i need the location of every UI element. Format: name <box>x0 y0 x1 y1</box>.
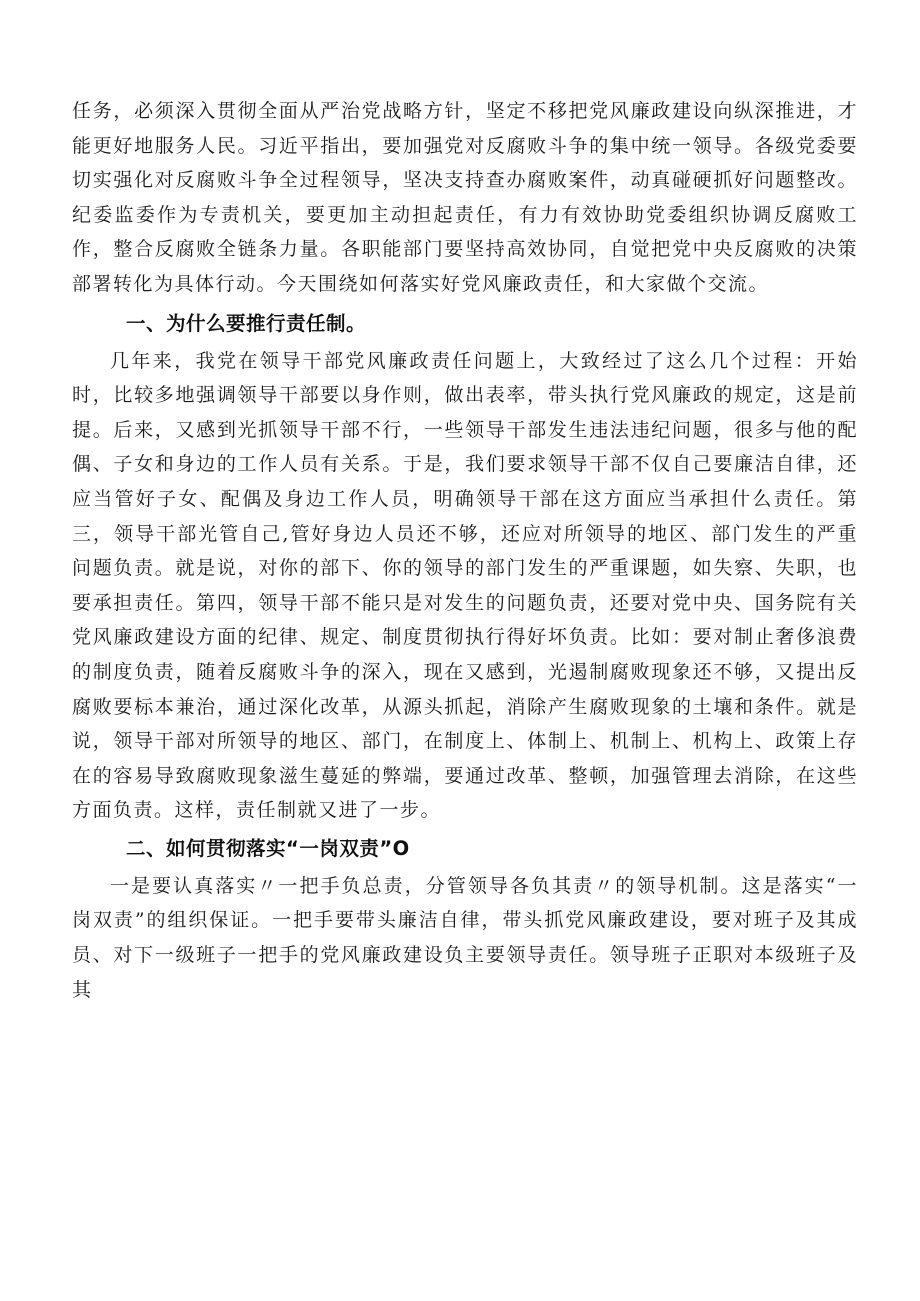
paragraph-intro: 任务，必须深入贯彻全面从严治党战略方针，坚定不移把党风廉政建设向纵深推进，才能更好地服务人民。习近平指出，要加强党对反腐败斗争的集中统一领导。各级党委要切实强化对反腐败斗争全过程领导，坚决支持查办腐败案件，动真碰硬抓好问题整改。纪委监委作为专责机关，要更加主动担起责任，有力有效协助党委组织协调反腐败工作，整合反腐败全链条力量。各职能部门要坚持高效协同，自觉把党中央反腐败的决策部署转化为具体行动。今天围绕如何落实好党风廉政责任，和大家做个交流。 <box>72 100 858 295</box>
section-heading-1: 一、为什么要推行责任制。 <box>126 311 367 335</box>
paragraph-section-2: 一是要认真落实〃一把手负总责，分管领导各负其责〃的领导机制。这是落实“一岗双责”的组织保证。一把手要带头廉洁自律，带头抓党风廉政建设，要对班子及其成员、对下一级班子一把手的党风廉政建设负主要领导责任。领导班子正职对本级班子及其 <box>72 874 858 1001</box>
paragraph-section-1: 几年来，我党在领导干部党风廉政责任问题上，大致经过了这么几个过程：开始时，比较多地强调领导干部要以身作则，做出表率，带头执行党风廉政的规定，这是前提。后来，又感到光抓领导干部不行，一些领导干部发生违法违纪问题，很多与他的配偶、子女和身边的工作人员有关系。于是，我们要求领导干部不仅自己要廉洁自律，还应当管好子女、配偶及身边工作人员，明确领导干部在这方面应当承担什么责任。第三，领导干部光管自己,管好身边人员还不够，还应对所领导的地区、部门发生的严重问题负责。就是说，对你的部下、你的领导的部门发生的严重课题，如失察、失职，也要承担责任。第四，领导干部不能只是对发生的问题负责，还要对党中央、国务院有关党风廉政建设方面的纪律、规定、制度贯彻执行得好坏负责。比如：要对制止奢侈浪费的制度负责，随着反腐败斗争的深入，现在又感到，光遏制腐败现象还不够，又提出反腐败要标本兼治，通过深化改革，从源头抓起，消除产生腐败现象的土壤和条件。就是说，领导干部对所领导的地区、部门，在制度上、体制上、机制上、机构上、政策上存在的容易导致腐败现象滋生蔓延的弊端，要通过改革、整顿，加强管理去消除，在这些方面负责。这样，责任制就又进了一步。 <box>72 349 858 822</box>
section-heading-2: 二、如何贯彻落实“一岗双责”O <box>126 836 410 860</box>
document-body <box>72 94 858 1007</box>
